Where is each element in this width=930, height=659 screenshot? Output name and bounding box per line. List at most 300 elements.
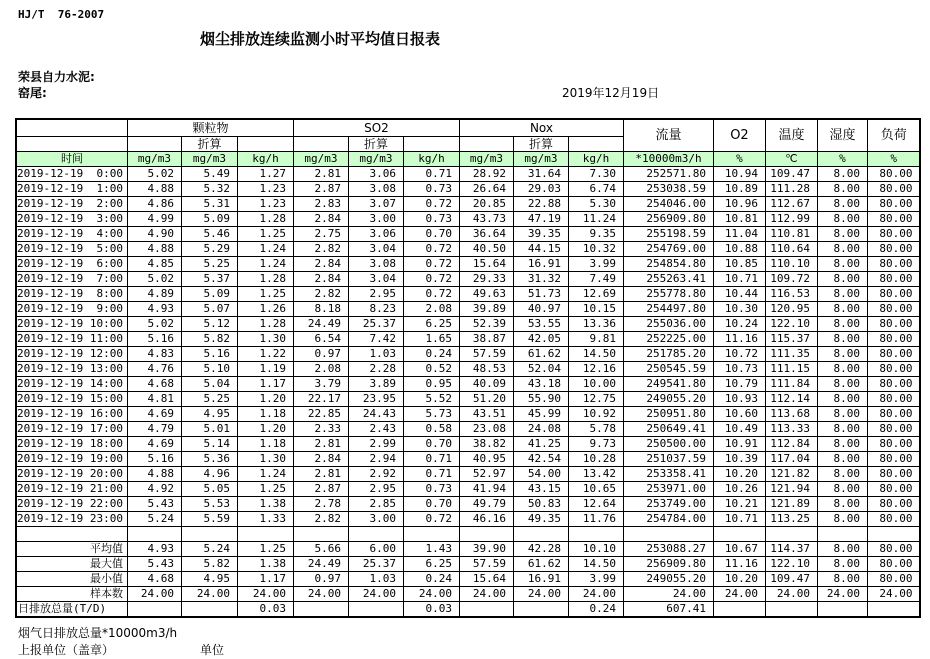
value-cell: 80.00 — [867, 272, 920, 287]
value-cell: 10.20 — [713, 467, 765, 482]
value-cell: 16.91 — [513, 257, 568, 272]
time-cell: 2019-12-19 8:00 — [16, 287, 127, 302]
value-cell — [293, 527, 348, 542]
value-cell: 6.25 — [403, 557, 459, 572]
value-cell: 40.97 — [513, 302, 568, 317]
value-cell: 10.92 — [568, 407, 623, 422]
value-cell: 1.22 — [237, 347, 293, 362]
value-cell — [713, 527, 765, 542]
value-cell: 607.41 — [623, 602, 713, 618]
value-cell: 2.43 — [348, 422, 403, 437]
value-cell: 8.18 — [293, 302, 348, 317]
value-cell: 10.00 — [568, 377, 623, 392]
value-cell: 0.72 — [403, 512, 459, 527]
unit-header: kg/h — [403, 152, 459, 167]
value-cell: 11.16 — [713, 332, 765, 347]
value-cell: 49.63 — [459, 287, 513, 302]
value-cell: 2.95 — [348, 287, 403, 302]
value-cell: 121.94 — [765, 482, 817, 497]
table-row — [16, 227, 920, 242]
value-cell: 5.78 — [568, 422, 623, 437]
value-cell: 43.18 — [513, 377, 568, 392]
value-cell: 4.69 — [127, 437, 181, 452]
value-cell: 3.04 — [348, 272, 403, 287]
value-cell: 11.76 — [568, 512, 623, 527]
value-cell: 1.20 — [237, 422, 293, 437]
value-cell: 51.73 — [513, 287, 568, 302]
time-cell: 2019-12-19 21:00 — [16, 482, 127, 497]
value-cell: 23.95 — [348, 392, 403, 407]
value-cell: 80.00 — [867, 317, 920, 332]
summary-label: 平均值 — [16, 542, 127, 557]
value-cell: 115.37 — [765, 332, 817, 347]
unit-label: 单位 — [200, 643, 225, 657]
value-cell: 8.00 — [817, 287, 867, 302]
blank-cell — [568, 137, 623, 152]
value-cell: 0.71 — [403, 452, 459, 467]
time-cell: 2019-12-19 4:00 — [16, 227, 127, 242]
value-cell: 24.00 — [293, 587, 348, 602]
value-cell: 46.16 — [459, 512, 513, 527]
value-cell: 252225.00 — [623, 332, 713, 347]
time-cell: 2019-12-19 23:00 — [16, 512, 127, 527]
value-cell: 80.00 — [867, 482, 920, 497]
value-cell: 0.72 — [403, 257, 459, 272]
value-cell: 5.46 — [181, 227, 237, 242]
group-header-particulate: 颗粒物 — [127, 119, 293, 137]
value-cell: 2.87 — [293, 482, 348, 497]
value-cell: 52.39 — [459, 317, 513, 332]
value-cell: 24.00 — [403, 587, 459, 602]
value-cell: 4.95 — [181, 572, 237, 587]
value-cell: 4.81 — [127, 392, 181, 407]
value-cell: 8.00 — [817, 377, 867, 392]
value-cell: 1.23 — [237, 197, 293, 212]
value-cell: 23.08 — [459, 422, 513, 437]
value-cell: 0.24 — [568, 602, 623, 618]
value-cell: 80.00 — [867, 497, 920, 512]
value-cell: 8.23 — [348, 302, 403, 317]
time-cell: 2019-12-19 3:00 — [16, 212, 127, 227]
value-cell: 40.50 — [459, 242, 513, 257]
value-cell — [181, 602, 237, 618]
value-cell: 10.89 — [713, 182, 765, 197]
value-cell: 7.42 — [348, 332, 403, 347]
value-cell: 2.85 — [348, 497, 403, 512]
value-cell: 10.94 — [713, 167, 765, 182]
value-cell: 4.79 — [127, 422, 181, 437]
value-cell: 4.93 — [127, 302, 181, 317]
summary-label — [16, 527, 127, 542]
report-unit-label: 上报单位（盖章） — [18, 643, 115, 657]
value-cell: 112.67 — [765, 197, 817, 212]
value-cell: 1.26 — [237, 302, 293, 317]
blank-cell — [293, 137, 348, 152]
time-cell: 2019-12-19 2:00 — [16, 197, 127, 212]
value-cell: 10.96 — [713, 197, 765, 212]
value-cell: 114.37 — [765, 542, 817, 557]
value-cell: 24.00 — [513, 587, 568, 602]
value-cell: 0.71 — [403, 467, 459, 482]
value-cell: 55.90 — [513, 392, 568, 407]
value-cell: 111.35 — [765, 347, 817, 362]
value-cell — [623, 527, 713, 542]
value-cell: 5.02 — [127, 272, 181, 287]
value-cell: 4.68 — [127, 572, 181, 587]
value-cell: 1.30 — [237, 332, 293, 347]
value-cell: 111.28 — [765, 182, 817, 197]
value-cell: 4.88 — [127, 242, 181, 257]
table-row — [16, 167, 920, 182]
summary-label: 日排放总量(T/D) — [16, 602, 127, 618]
value-cell: 1.17 — [237, 572, 293, 587]
value-cell: 6.54 — [293, 332, 348, 347]
table-row — [16, 317, 920, 332]
value-cell: 8.00 — [817, 347, 867, 362]
value-cell: 1.30 — [237, 452, 293, 467]
value-cell — [459, 527, 513, 542]
value-cell: 10.21 — [713, 497, 765, 512]
table-row — [16, 392, 920, 407]
value-cell: 24.00 — [765, 587, 817, 602]
value-cell: 80.00 — [867, 167, 920, 182]
table-row — [16, 437, 920, 452]
unit-header: kg/h — [568, 152, 623, 167]
value-cell: 42.05 — [513, 332, 568, 347]
value-cell — [568, 527, 623, 542]
value-cell: 4.93 — [127, 542, 181, 557]
value-cell: 252571.80 — [623, 167, 713, 182]
value-cell: 10.88 — [713, 242, 765, 257]
value-cell: 28.92 — [459, 167, 513, 182]
value-cell: 5.49 — [181, 167, 237, 182]
value-cell: 10.10 — [568, 542, 623, 557]
value-cell: 5.14 — [181, 437, 237, 452]
value-cell — [817, 602, 867, 618]
value-cell: 12.64 — [568, 497, 623, 512]
value-cell: 61.62 — [513, 557, 568, 572]
value-cell: 2.95 — [348, 482, 403, 497]
value-cell: 50.83 — [513, 497, 568, 512]
group-header-so2: SO2 — [293, 119, 459, 137]
value-cell: 11.16 — [713, 557, 765, 572]
value-cell: 255778.80 — [623, 287, 713, 302]
time-cell: 2019-12-19 18:00 — [16, 437, 127, 452]
value-cell: 9.73 — [568, 437, 623, 452]
value-cell: 10.30 — [713, 302, 765, 317]
value-cell: 4.69 — [127, 407, 181, 422]
table-row — [16, 257, 920, 272]
value-cell: 251785.20 — [623, 347, 713, 362]
value-cell: 10.32 — [568, 242, 623, 257]
value-cell: 80.00 — [867, 287, 920, 302]
value-cell: 49.35 — [513, 512, 568, 527]
value-cell: 10.72 — [713, 347, 765, 362]
value-cell: 4.88 — [127, 182, 181, 197]
report-table — [15, 118, 921, 618]
value-cell: 10.15 — [568, 302, 623, 317]
value-cell: 10.67 — [713, 542, 765, 557]
value-cell: 5.52 — [403, 392, 459, 407]
value-cell: 4.76 — [127, 362, 181, 377]
value-cell: 253358.41 — [623, 467, 713, 482]
value-cell: 2.94 — [348, 452, 403, 467]
value-cell — [765, 527, 817, 542]
value-cell: 40.95 — [459, 452, 513, 467]
value-cell: 2.08 — [293, 362, 348, 377]
value-cell: 0.03 — [403, 602, 459, 618]
value-cell: 8.00 — [817, 467, 867, 482]
value-cell: 80.00 — [867, 542, 920, 557]
header-load: 负荷 — [867, 119, 920, 152]
unit-header: mg/m3 — [293, 152, 348, 167]
value-cell: 5.73 — [403, 407, 459, 422]
value-cell: 2.81 — [293, 437, 348, 452]
value-cell: 10.91 — [713, 437, 765, 452]
value-cell: 8.00 — [817, 182, 867, 197]
value-cell: 20.85 — [459, 197, 513, 212]
value-cell: 22.85 — [293, 407, 348, 422]
value-cell: 110.64 — [765, 242, 817, 257]
value-cell: 41.25 — [513, 437, 568, 452]
value-cell: 0.72 — [403, 287, 459, 302]
value-cell: 40.09 — [459, 377, 513, 392]
value-cell: 24.00 — [181, 587, 237, 602]
value-cell: 111.84 — [765, 377, 817, 392]
value-cell: 57.59 — [459, 347, 513, 362]
value-cell: 4.99 — [127, 212, 181, 227]
value-cell: 113.33 — [765, 422, 817, 437]
value-cell: 24.00 — [348, 587, 403, 602]
value-cell: 10.73 — [713, 362, 765, 377]
value-cell: 2.84 — [293, 272, 348, 287]
value-cell: 3.79 — [293, 377, 348, 392]
value-cell: 122.10 — [765, 557, 817, 572]
table-row — [16, 422, 920, 437]
value-cell: 256909.80 — [623, 557, 713, 572]
summary-row — [16, 602, 920, 618]
value-cell: 80.00 — [867, 257, 920, 272]
value-cell: 8.00 — [817, 542, 867, 557]
table-row — [16, 497, 920, 512]
value-cell: 80.00 — [867, 242, 920, 257]
value-cell: 12.75 — [568, 392, 623, 407]
value-cell: 5.10 — [181, 362, 237, 377]
value-cell: 36.64 — [459, 227, 513, 242]
value-cell: 122.10 — [765, 317, 817, 332]
value-cell: 10.71 — [713, 272, 765, 287]
value-cell: 80.00 — [867, 512, 920, 527]
value-cell — [513, 527, 568, 542]
value-cell: 1.24 — [237, 257, 293, 272]
value-cell: 1.65 — [403, 332, 459, 347]
value-cell: 6.00 — [348, 542, 403, 557]
value-cell: 39.35 — [513, 227, 568, 242]
value-cell: 5.02 — [127, 167, 181, 182]
value-cell: 1.23 — [237, 182, 293, 197]
value-cell: 80.00 — [867, 332, 920, 347]
value-cell — [765, 602, 817, 618]
value-cell: 109.72 — [765, 272, 817, 287]
value-cell: 44.15 — [513, 242, 568, 257]
time-cell: 2019-12-19 13:00 — [16, 362, 127, 377]
value-cell: 0.95 — [403, 377, 459, 392]
table-row — [16, 302, 920, 317]
value-cell: 0.58 — [403, 422, 459, 437]
value-cell: 8.00 — [817, 302, 867, 317]
value-cell: 116.53 — [765, 287, 817, 302]
value-cell: 5.24 — [181, 542, 237, 557]
header-o2: O2 — [713, 119, 765, 152]
value-cell: 4.86 — [127, 197, 181, 212]
value-cell: 5.59 — [181, 512, 237, 527]
value-cell: 5.09 — [181, 287, 237, 302]
time-cell: 2019-12-19 12:00 — [16, 347, 127, 362]
value-cell: 10.71 — [713, 512, 765, 527]
time-cell: 2019-12-19 6:00 — [16, 257, 127, 272]
value-cell: 24.00 — [237, 587, 293, 602]
value-cell: 7.49 — [568, 272, 623, 287]
value-cell — [713, 602, 765, 618]
value-cell — [817, 527, 867, 542]
value-cell: 111.15 — [765, 362, 817, 377]
value-cell: 3.00 — [348, 212, 403, 227]
value-cell: 113.25 — [765, 512, 817, 527]
value-cell: 31.32 — [513, 272, 568, 287]
value-cell: 80.00 — [867, 182, 920, 197]
value-cell: 249055.20 — [623, 572, 713, 587]
unit-header: mg/m3 — [459, 152, 513, 167]
unit-header: mg/m3 — [348, 152, 403, 167]
value-cell: 0.70 — [403, 497, 459, 512]
value-cell: 113.68 — [765, 407, 817, 422]
value-cell: 0.24 — [403, 347, 459, 362]
value-cell: 8.00 — [817, 407, 867, 422]
value-cell: 10.85 — [713, 257, 765, 272]
value-cell: 4.96 — [181, 467, 237, 482]
value-cell: 80.00 — [867, 572, 920, 587]
summary-row — [16, 542, 920, 557]
table-row — [16, 287, 920, 302]
value-cell: 8.00 — [817, 167, 867, 182]
page-title: 烟尘排放连续监测小时平均值日报表 — [200, 30, 441, 48]
value-cell: 6.74 — [568, 182, 623, 197]
value-cell: 80.00 — [867, 197, 920, 212]
value-cell: 5.16 — [181, 347, 237, 362]
value-cell: 16.91 — [513, 572, 568, 587]
value-cell: 43.73 — [459, 212, 513, 227]
unit-header: mg/m3 — [181, 152, 237, 167]
value-cell: 24.08 — [513, 422, 568, 437]
value-cell: 8.00 — [817, 212, 867, 227]
table-row — [16, 347, 920, 362]
value-cell: 8.00 — [817, 242, 867, 257]
value-cell: 2.33 — [293, 422, 348, 437]
value-cell: 0.24 — [403, 572, 459, 587]
blank-cell — [16, 137, 127, 152]
value-cell: 10.28 — [568, 452, 623, 467]
value-cell: 4.83 — [127, 347, 181, 362]
value-cell: 254769.00 — [623, 242, 713, 257]
value-cell: 2.75 — [293, 227, 348, 242]
value-cell: 52.97 — [459, 467, 513, 482]
value-cell: 38.82 — [459, 437, 513, 452]
value-cell: 80.00 — [867, 212, 920, 227]
table-row — [16, 272, 920, 287]
value-cell: 8.00 — [817, 317, 867, 332]
value-cell: 26.64 — [459, 182, 513, 197]
value-cell: 4.90 — [127, 227, 181, 242]
time-cell: 2019-12-19 10:00 — [16, 317, 127, 332]
value-cell: 24.00 — [713, 587, 765, 602]
value-cell: 24.49 — [293, 317, 348, 332]
value-cell: 5.04 — [181, 377, 237, 392]
value-cell: 80.00 — [867, 377, 920, 392]
value-cell: 1.03 — [348, 347, 403, 362]
unit-header: kg/h — [237, 152, 293, 167]
value-cell — [181, 527, 237, 542]
value-cell — [867, 527, 920, 542]
value-cell: 9.81 — [568, 332, 623, 347]
value-cell: 121.89 — [765, 497, 817, 512]
summary-label: 样本数 — [16, 587, 127, 602]
value-cell: 112.84 — [765, 437, 817, 452]
table-row — [16, 482, 920, 497]
value-cell: 42.54 — [513, 452, 568, 467]
unit-header: mg/m3 — [513, 152, 568, 167]
value-cell: 1.25 — [237, 482, 293, 497]
time-cell: 2019-12-19 5:00 — [16, 242, 127, 257]
value-cell: 80.00 — [867, 467, 920, 482]
value-cell: 1.33 — [237, 512, 293, 527]
time-cell: 2019-12-19 1:00 — [16, 182, 127, 197]
value-cell: 3.04 — [348, 242, 403, 257]
time-cell: 2019-12-19 15:00 — [16, 392, 127, 407]
value-cell: 47.19 — [513, 212, 568, 227]
value-cell: 10.44 — [713, 287, 765, 302]
value-cell: 2.84 — [293, 257, 348, 272]
value-cell: 80.00 — [867, 452, 920, 467]
value-cell: 8.00 — [817, 452, 867, 467]
value-cell: 29.33 — [459, 272, 513, 287]
value-cell: 24.00 — [568, 587, 623, 602]
value-cell: 10.20 — [713, 572, 765, 587]
value-cell: 2.78 — [293, 497, 348, 512]
value-cell: 1.28 — [237, 317, 293, 332]
value-cell: 80.00 — [867, 302, 920, 317]
value-cell: 2.84 — [293, 212, 348, 227]
value-cell: 5.30 — [568, 197, 623, 212]
value-cell: 80.00 — [867, 557, 920, 572]
value-cell: 41.94 — [459, 482, 513, 497]
value-cell: 249055.20 — [623, 392, 713, 407]
value-cell: 1.24 — [237, 242, 293, 257]
value-cell: 54.00 — [513, 467, 568, 482]
value-cell: 45.99 — [513, 407, 568, 422]
value-cell: 250545.59 — [623, 362, 713, 377]
time-cell: 2019-12-19 22:00 — [16, 497, 127, 512]
value-cell: 12.69 — [568, 287, 623, 302]
unit-header: mg/m3 — [127, 152, 181, 167]
value-cell: 250500.00 — [623, 437, 713, 452]
value-cell: 10.79 — [713, 377, 765, 392]
value-cell: 4.89 — [127, 287, 181, 302]
corner-cell — [16, 119, 127, 137]
value-cell: 10.93 — [713, 392, 765, 407]
unit-header: % — [817, 152, 867, 167]
value-cell: 3.08 — [348, 182, 403, 197]
value-cell: 5.82 — [181, 332, 237, 347]
